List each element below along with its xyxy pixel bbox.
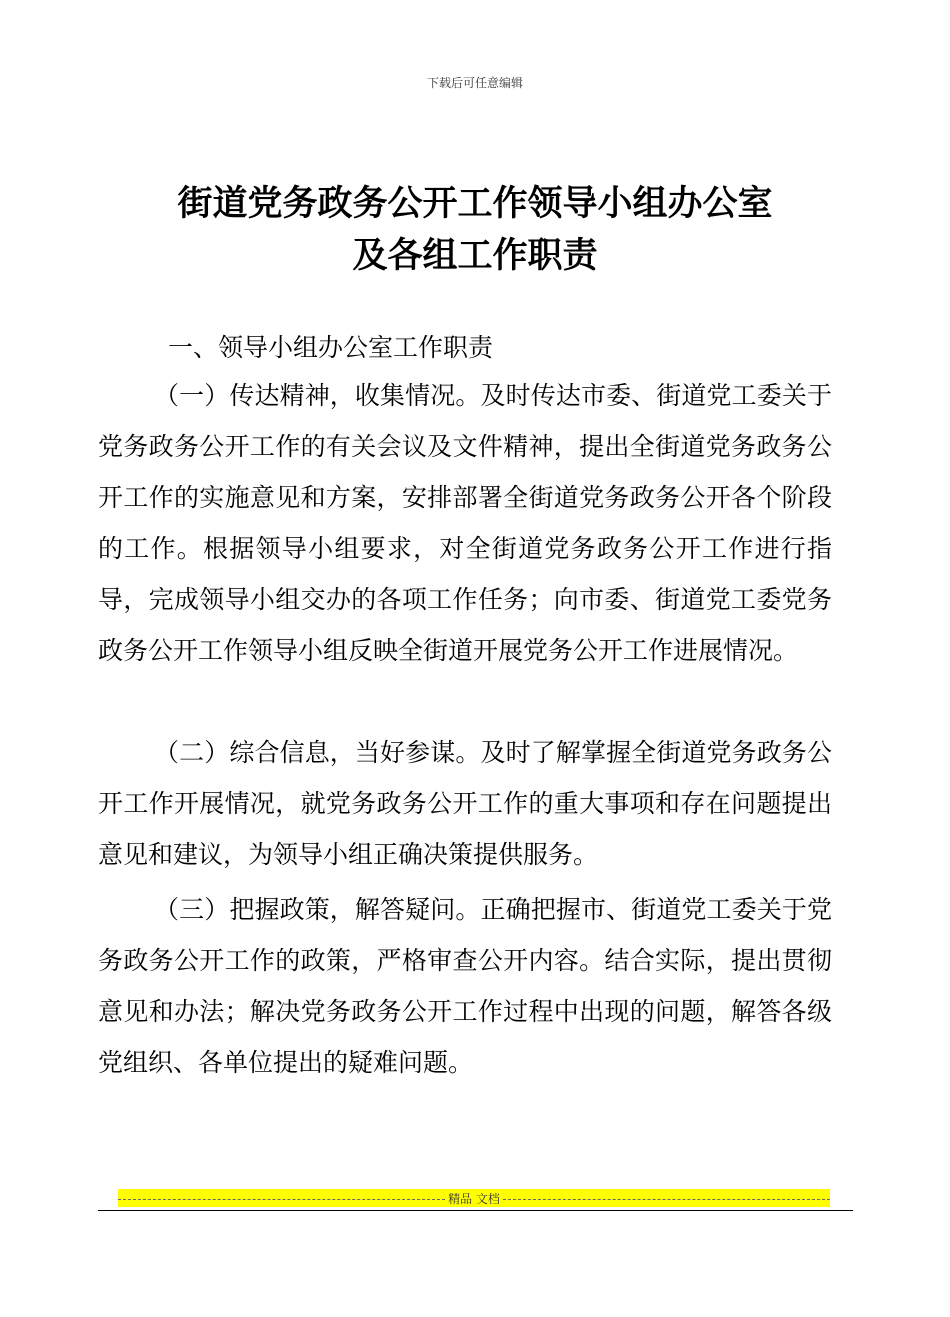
footer-rule xyxy=(98,1210,853,1211)
paragraph-2: （二）综合信息，当好参谋。及时了解掌握全街道党务政务公开工作开展情况，就党务政务公开工作的重大事项和存在问题提出意见和建议，为领导小组正确决策提供服务。 xyxy=(98,738,832,869)
footer-label: 精品 文档 xyxy=(448,1191,500,1206)
document-title-line-1: 街道党务政务公开工作领导小组办公室 xyxy=(177,183,773,224)
paragraph-1: （一）传达精神，收集情况。及时传达市委、街道党工委关于党务政务公开工作的有关会议及文件精神，提出全街道党务政务公开工作的实施意见和方案，安排部署全街道党务政务公开各个阶段的工作。根据领导小组要求，对全街道党务政务公开工作进行指导，完成领导小组交办的各项工作任务；向市委、街道党工委党务政务公开工作领导小组反映全街道开展党务公开工作进展情况。 xyxy=(98,381,832,665)
header-note: 下载后可任意编辑 xyxy=(426,76,523,90)
footer-dash-right xyxy=(503,1199,830,1200)
section-heading: 一、领导小组办公室工作职责 xyxy=(168,333,494,362)
footer-band xyxy=(118,1189,830,1207)
footer-dash-left xyxy=(118,1199,445,1200)
document-title-line-2: 及各组工作职责 xyxy=(352,235,598,276)
paragraph-3: （三）把握政策，解答疑问。正确把握市、街道党工委关于党务政务公开工作的政策，严格审查公开内容。结合实际，提出贯彻意见和办法；解决党务政务公开工作过程中出现的问题，解答各级党组织、各单位提出的疑难问题。 xyxy=(98,895,832,1077)
